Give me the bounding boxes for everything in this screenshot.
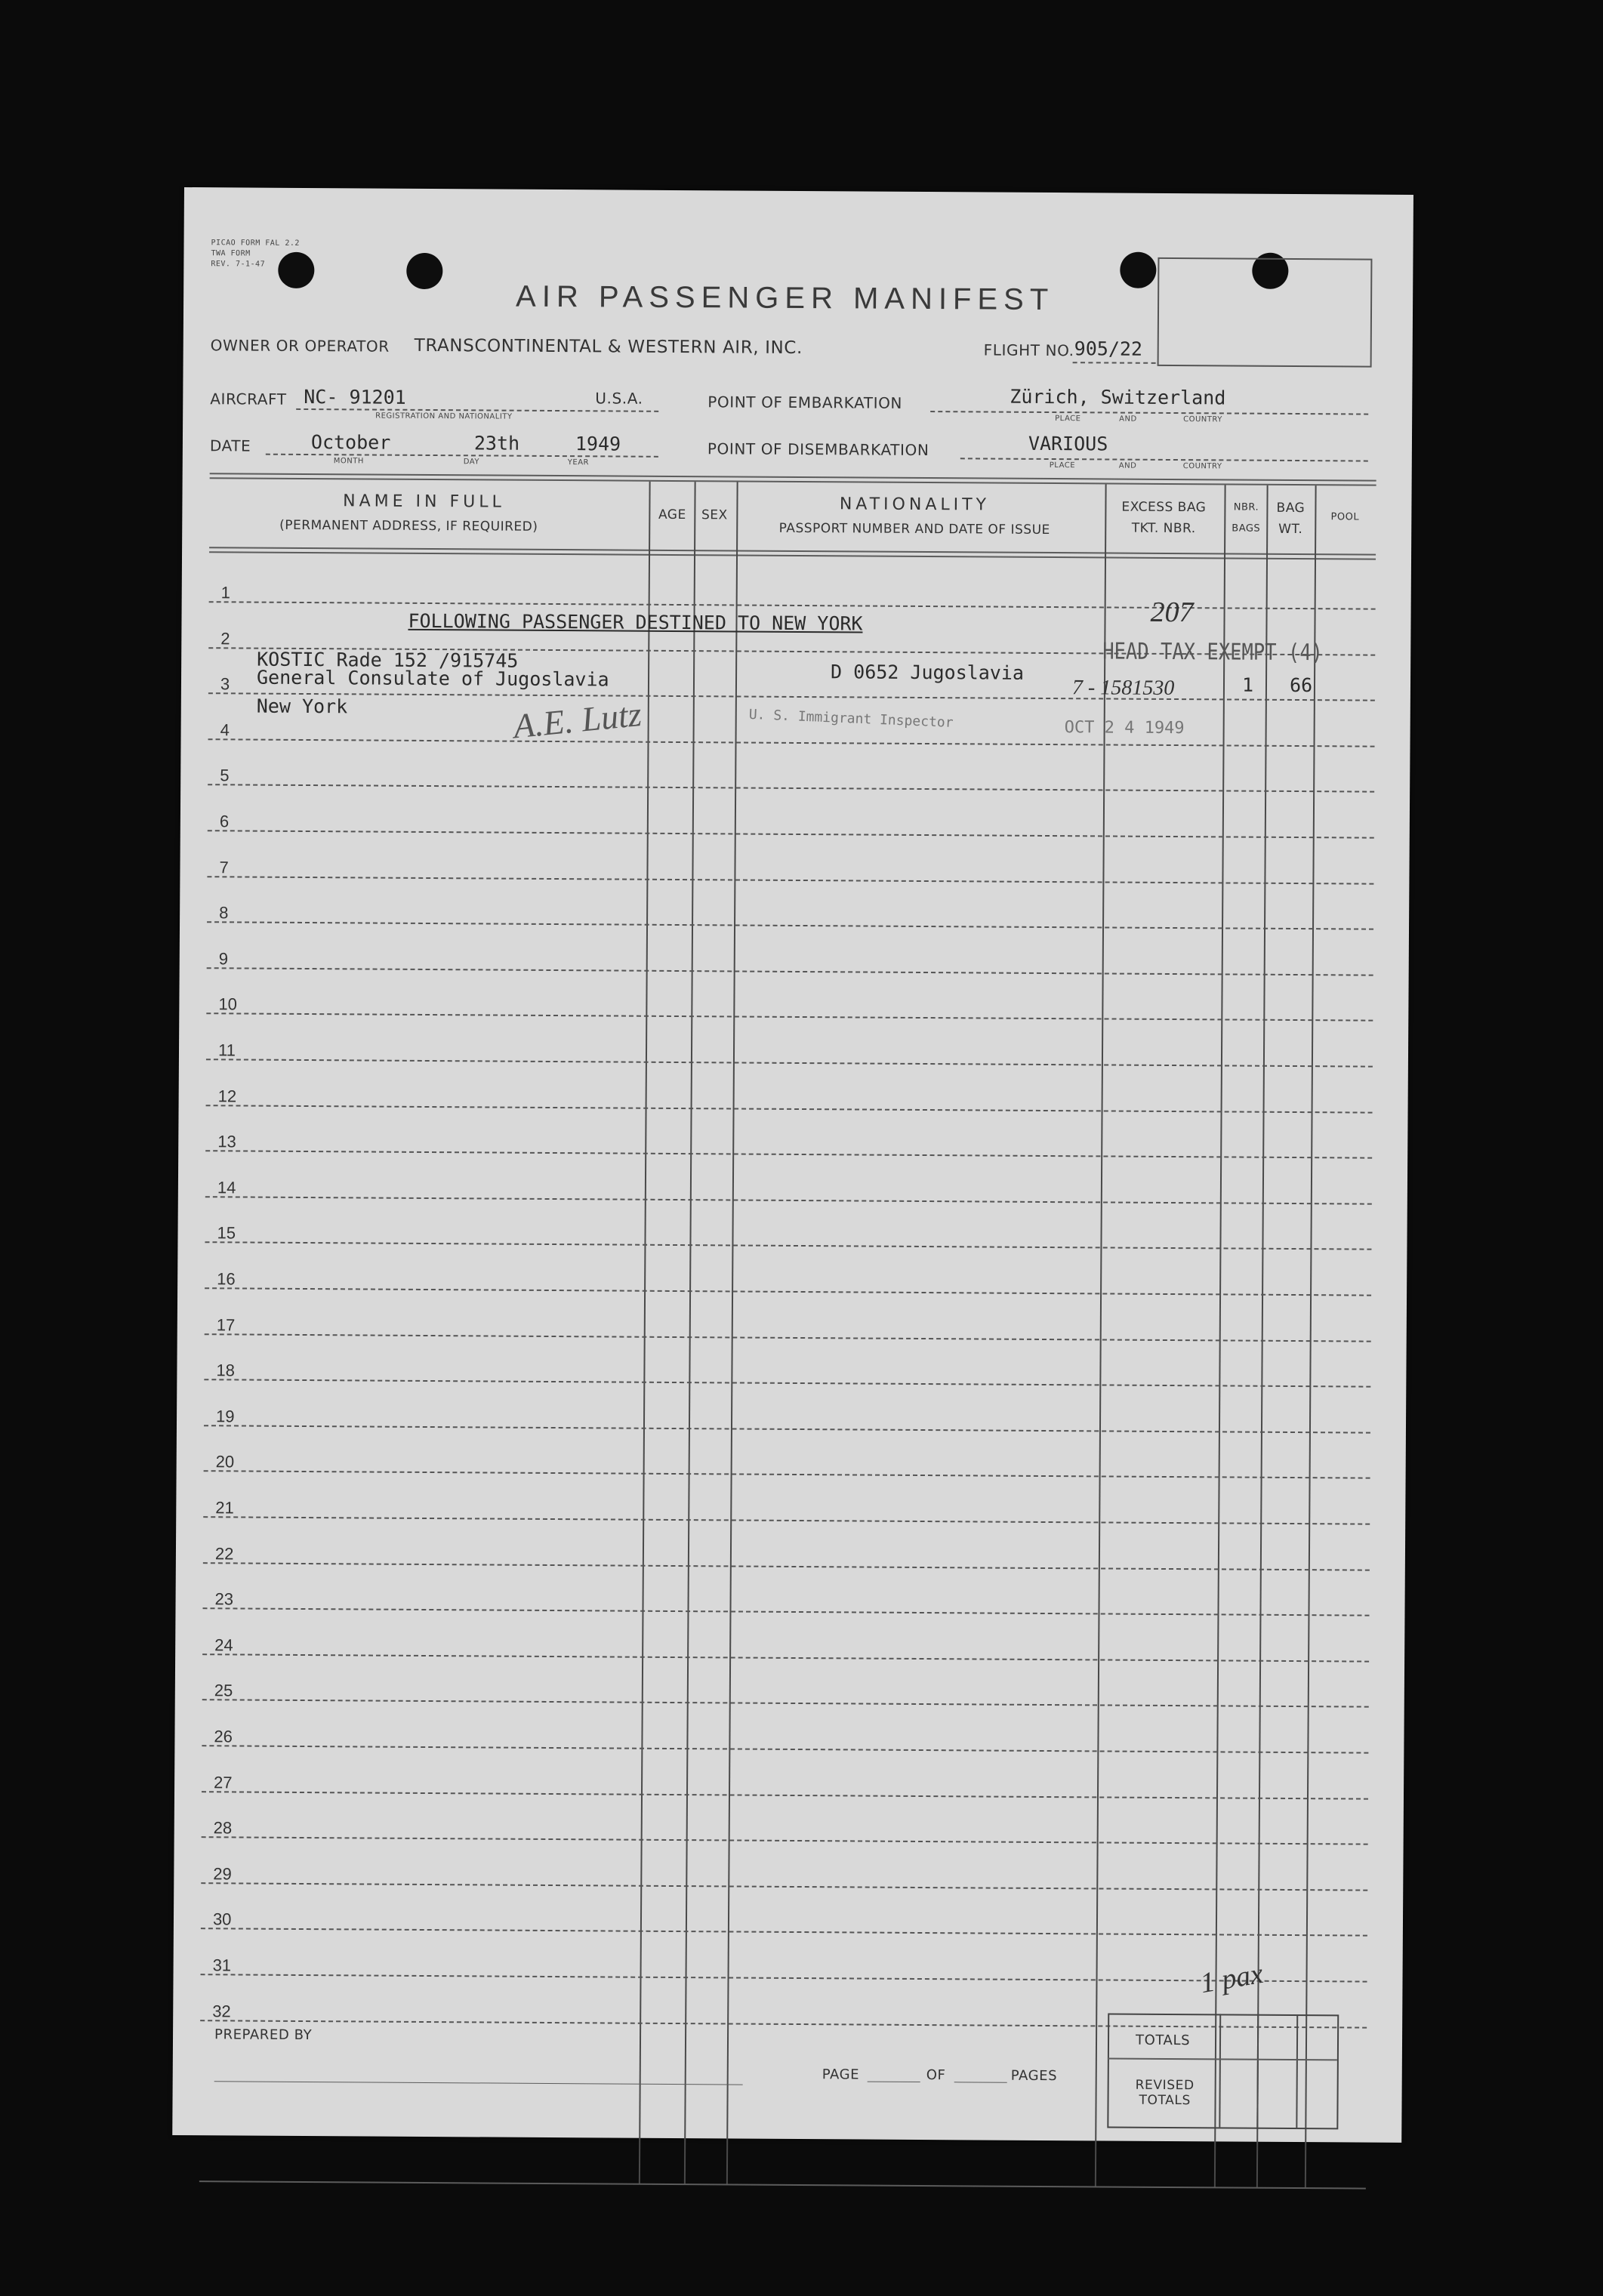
row-number: 29 bbox=[213, 1864, 232, 1884]
year-caption: YEAR bbox=[567, 458, 590, 467]
row-line bbox=[208, 738, 1375, 747]
col-nationality-header: NATIONALITY bbox=[839, 495, 991, 515]
row-line bbox=[206, 1105, 1373, 1113]
row-number: 3 bbox=[220, 674, 230, 694]
row-line bbox=[207, 967, 1373, 975]
page-title: AIR PASSENGER MANIFEST bbox=[515, 279, 1055, 317]
flight-label: FLIGHT NO. bbox=[983, 341, 1074, 360]
row-line bbox=[202, 1607, 1369, 1616]
row-line bbox=[204, 1379, 1370, 1387]
row-number: 22 bbox=[214, 1543, 234, 1564]
column-divider bbox=[639, 482, 651, 2184]
prepared-by-label: PREPARED BY bbox=[214, 2026, 313, 2044]
row-number: 31 bbox=[212, 1955, 232, 1975]
punch-hole bbox=[278, 252, 314, 288]
country-caption-2: COUNTRY bbox=[1182, 462, 1222, 471]
day-caption: DAY bbox=[463, 458, 480, 467]
column-divider bbox=[1214, 485, 1226, 2187]
row-line bbox=[202, 1836, 1368, 1845]
col-age-header: AGE bbox=[658, 507, 686, 523]
head-tax-stamp: HEAD TAX EXEMPT (4) bbox=[1102, 638, 1324, 667]
manifest-sheet bbox=[172, 187, 1413, 2143]
row-number: 5 bbox=[220, 766, 230, 785]
col-nbr-header: NBR. bbox=[1233, 501, 1259, 513]
form-code-2: TWA FORM bbox=[211, 249, 251, 258]
country-caption: COUNTRY bbox=[1183, 415, 1222, 424]
inspector-stamp: U. S. Immigrant Inspector bbox=[748, 706, 954, 731]
punch-hole bbox=[1120, 252, 1156, 288]
passenger-city: New York bbox=[256, 695, 348, 718]
row-number: 27 bbox=[214, 1772, 233, 1792]
row-line bbox=[201, 1928, 1367, 1937]
passport-number: D 0652 Jugoslavia bbox=[831, 661, 1025, 684]
column-divider bbox=[1095, 484, 1107, 2187]
date-label: DATE bbox=[209, 436, 251, 455]
row-number: 1 bbox=[220, 583, 231, 603]
row-line bbox=[208, 784, 1374, 793]
col-excess-header: EXCESS BAG bbox=[1121, 499, 1207, 516]
row-number: 13 bbox=[217, 1132, 236, 1151]
col-bag-subheader: WT. bbox=[1278, 521, 1303, 538]
row-number: 6 bbox=[219, 812, 230, 831]
punch-hole bbox=[406, 253, 442, 289]
row-number: 25 bbox=[214, 1681, 233, 1700]
row-line bbox=[205, 1150, 1372, 1158]
disembarkation-label: POINT OF DISEMBARKATION bbox=[707, 439, 929, 460]
page-label: PAGE bbox=[822, 2066, 860, 2083]
aircraft-caption: REGISTRATION AND NATIONALITY bbox=[375, 411, 513, 421]
row-number: 2 bbox=[220, 628, 230, 648]
row-line bbox=[207, 876, 1373, 884]
flight-number: 905/22 bbox=[1074, 337, 1143, 360]
col-nbr-subheader: BAGS bbox=[1232, 522, 1261, 535]
row-number: 11 bbox=[217, 1040, 236, 1060]
disembarkation-value: VARIOUS bbox=[1028, 432, 1108, 455]
aircraft-underline bbox=[296, 408, 658, 412]
row-line bbox=[202, 1653, 1369, 1662]
totals-box bbox=[1107, 2014, 1339, 2130]
row-line bbox=[209, 601, 1376, 609]
owner-label: OWNER OR OPERATOR bbox=[210, 336, 390, 356]
row-line bbox=[201, 1882, 1367, 1891]
row-line bbox=[205, 1287, 1371, 1296]
column-divider bbox=[1256, 485, 1269, 2188]
aircraft-label: AIRCRAFT bbox=[210, 390, 287, 408]
col-sex-header: SEX bbox=[701, 507, 728, 523]
row-line bbox=[202, 1791, 1368, 1799]
row-number: 20 bbox=[215, 1452, 235, 1472]
stamp-box bbox=[1158, 257, 1373, 368]
prepared-by-line bbox=[214, 2081, 743, 2085]
row-line bbox=[206, 1013, 1373, 1022]
destined-note: FOLLOWING PASSENGER DESTINED TO NEW YORK bbox=[408, 609, 863, 635]
row-number: 24 bbox=[214, 1635, 233, 1655]
place-caption-2: PLACE bbox=[1049, 461, 1076, 470]
inspector-signature: A.E. Lutz bbox=[511, 694, 643, 746]
ticket-number: 7 - 1581530 bbox=[1071, 676, 1175, 701]
page-note: 1 pax bbox=[1198, 1957, 1265, 2000]
header-bottom-line bbox=[209, 547, 1376, 555]
row-number: 18 bbox=[216, 1361, 235, 1380]
row-line bbox=[203, 1562, 1370, 1570]
column-divider bbox=[684, 482, 696, 2184]
row-line bbox=[202, 1700, 1369, 1708]
col-name-subheader: (PERMANENT ADDRESS, IF REQUIRED) bbox=[279, 517, 538, 535]
row-line bbox=[207, 921, 1373, 929]
row-line bbox=[204, 1471, 1370, 1479]
bag-count: 1 bbox=[1241, 673, 1254, 696]
row-line bbox=[203, 1516, 1370, 1524]
passenger-address: General Consulate of Jugoslavia bbox=[256, 666, 609, 691]
aircraft-registration: NC- 91201 bbox=[304, 385, 406, 408]
row-line bbox=[201, 1974, 1367, 1982]
form-code-1: PICAO FORM FAL 2.2 bbox=[211, 239, 300, 248]
row-line bbox=[206, 1059, 1373, 1067]
flight-underline bbox=[1073, 362, 1156, 364]
col-name-header: NAME IN FULL bbox=[343, 492, 505, 512]
row-number: 21 bbox=[215, 1498, 234, 1518]
embarkation-label: POINT OF EMBARKATION bbox=[707, 393, 903, 412]
date-month: October bbox=[310, 431, 391, 454]
row-number: 26 bbox=[214, 1727, 233, 1746]
row-number: 8 bbox=[219, 903, 229, 923]
row-number: 30 bbox=[212, 1909, 232, 1929]
row-line bbox=[204, 1425, 1370, 1433]
row-number: 7 bbox=[219, 857, 229, 877]
revised-label: REVISED bbox=[1135, 2077, 1195, 2094]
column-divider bbox=[726, 482, 738, 2184]
embarkation-value: Zürich, Switzerland bbox=[1010, 385, 1226, 409]
col-nationality-subheader: PASSPORT NUMBER AND DATE OF ISSUE bbox=[778, 520, 1050, 538]
date-day: 23th bbox=[473, 432, 520, 455]
pages-label: PAGES bbox=[1010, 2067, 1058, 2085]
table-top-line bbox=[210, 473, 1376, 481]
row-line bbox=[208, 692, 1375, 701]
col-pool-header: POOL bbox=[1330, 511, 1360, 523]
row-number: 19 bbox=[215, 1407, 235, 1426]
row-number: 17 bbox=[216, 1314, 236, 1335]
embarkation-underline bbox=[930, 411, 1368, 415]
passenger-name: KOSTIC Rade 152 /915745 bbox=[257, 648, 519, 672]
column-divider bbox=[1305, 485, 1317, 2188]
table-bottom-line bbox=[199, 2180, 1366, 2189]
row-number: 15 bbox=[217, 1223, 236, 1243]
and-caption-2: AND bbox=[1118, 461, 1137, 470]
of-label: OF bbox=[926, 2067, 946, 2084]
form-code-3: REV. 7-1-47 bbox=[211, 260, 266, 269]
excess-number: 207 bbox=[1150, 596, 1194, 629]
month-caption: MONTH bbox=[333, 457, 364, 466]
row-number: 10 bbox=[218, 994, 237, 1014]
row-line bbox=[205, 1196, 1372, 1204]
row-line bbox=[202, 1745, 1368, 1753]
place-caption: PLACE bbox=[1055, 415, 1081, 424]
row-number: 14 bbox=[217, 1178, 236, 1197]
totals-label: TOTALS bbox=[1135, 2032, 1191, 2049]
row-number: 12 bbox=[217, 1086, 237, 1106]
aircraft-country: U.S.A. bbox=[595, 389, 643, 408]
bag-weight: 66 bbox=[1289, 673, 1313, 697]
row-line bbox=[205, 1242, 1371, 1250]
row-line bbox=[208, 830, 1374, 838]
row-number: 28 bbox=[213, 1818, 233, 1838]
stamp-date: OCT 2 4 1949 bbox=[1064, 718, 1185, 738]
operator-name: TRANSCONTINENTAL & WESTERN AIR, INC. bbox=[414, 335, 803, 359]
row-number: 4 bbox=[220, 720, 230, 740]
row-number: 16 bbox=[217, 1269, 236, 1289]
disembarkation-underline bbox=[960, 458, 1368, 461]
row-line bbox=[205, 1333, 1371, 1342]
col-bag-header: BAG bbox=[1276, 500, 1306, 516]
revised-totals-label: TOTALS bbox=[1139, 2092, 1191, 2109]
row-number: 32 bbox=[212, 2001, 231, 2021]
col-excess-subheader: TKT. NBR. bbox=[1131, 520, 1196, 537]
date-year: 1949 bbox=[575, 433, 621, 455]
and-caption: AND bbox=[1119, 415, 1137, 424]
row-number: 9 bbox=[218, 949, 229, 969]
row-number: 23 bbox=[214, 1589, 234, 1609]
